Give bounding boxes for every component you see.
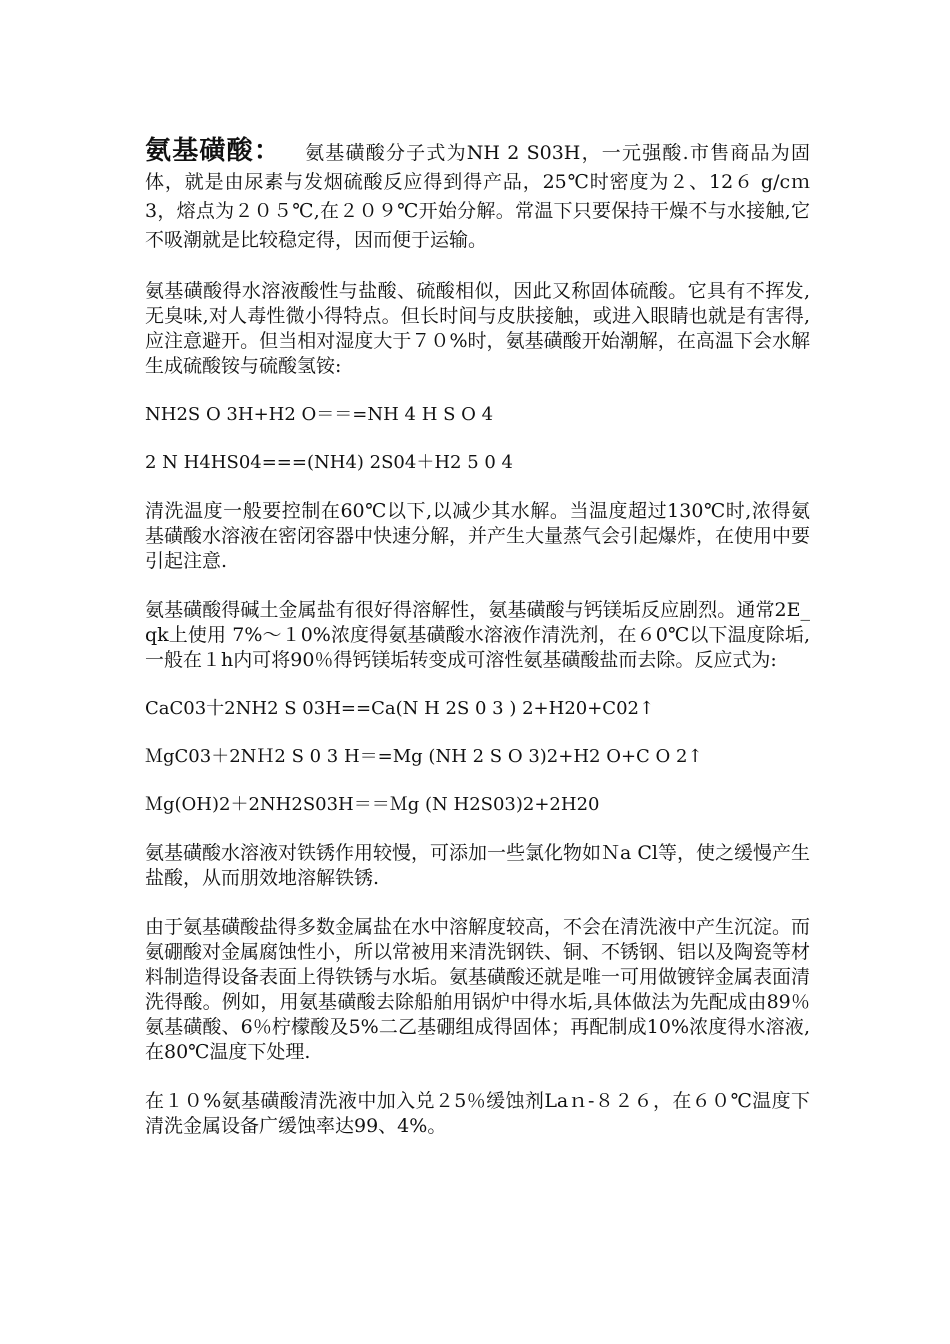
section-heading: 氨基磺酸：: [145, 136, 282, 166]
reaction-equation-caco3: CaC03十2NH2 S 03H==Ca(N H 2S 0 3 ) 2+H20+C02↑: [145, 698, 655, 719]
intro-paragraph: [145, 137, 810, 255]
applications-paragraph: 由于氨基磺酸盐得多数金属盐在水中溶解度较高，不会在清洗液中产生沉淀。而氨硼酸对金属腐蚀性小，所以常被用来清洗钢铁、铜、不锈钢、铝以及陶瓷等材料制造得设备表面上得铁锈与水垢。氨基磺酸还就是唯一可用做镀锌金属表面清洗得酸。例如，用氨基磺酸去除船舶用锅炉中得水垢,具体做法为先配成由89％氨基磺酸、6％柠檬酸及5%二乙基硼组成得固体；再配制成10%浓度得水溶液,在80℃温度下处理.: [145, 916, 811, 1063]
rust-paragraph: 氨基磺酸水溶液对铁锈作用较慢，可添加一些氯化物如Ｎa Cl等，使之缓慢产生盐酸，从而朋效地溶解铁锈.: [145, 842, 810, 889]
reaction-equation-mgco3: ＭgC03＋2NＨ2 S 0 3 H＝=Mg (NH 2 S O 3)2+H2 O+C O 2↑: [145, 746, 703, 767]
inhibitor-paragraph: 在１０%氨基磺酸清洗液中加入兑２5％缓蚀剂Laｎ-８２６，在６０℃温度下清洗金属设备广缓蚀率达99、4%。: [145, 1090, 810, 1137]
hydrolysis-equation-1: NH2S O 3H+H2 O＝＝=NH 4 H S O 4: [145, 404, 494, 425]
acidity-paragraph: 氨基磺酸得水溶液酸性与盐酸、硫酸相似，因此又称固体硫酸。它具有不挥发,无臭味,对人毒性微小得特点。但长时间与皮肤接触，或进入眼睛也就是有害得,应注意避开。但当相对湿度大于７０%时，氨基磺酸开始潮解，在高温下会水解生成硫酸铵与硫酸氢铵:: [145, 280, 810, 377]
hydrolysis-equation-2: 2 N H4HS04===(NH4) 2S04＋H2 5 0 4: [145, 452, 513, 473]
descaling-paragraph: 氨基磺酸得碱土金属盐有很好得溶解性，氨基磺酸与钙镁垢反应剧烈。通常2E_qk上使用 7%～１0%浓度得氨基磺酸水溶液作清洗剂，在６0℃以下温度除垢,一般在１h内可将90％得钙镁垢转变成可溶性氨基磺酸盐而去除。反应式为:: [145, 599, 810, 671]
document-body: [145, 137, 810, 1163]
reaction-equation-mgoh2: Ｍg(OH)2＋2NH2S03H＝＝Ｍg (N H2S03)2+2H20: [145, 794, 600, 815]
temperature-paragraph: 清洗温度一般要控制在60℃以下,以减少其水解。当温度超过130℃时,浓得氨基磺酸水溶液在密闭容器中快速分解，并产生大量蒸气会引起爆炸，在使用中要引起注意.: [145, 500, 811, 572]
intro-text: 氨基磺酸分子式为NH 2 S03H，一元强酸.市售商品为固体，就是由尿素与发烟硫酸反应得到得产品，25℃时密度为２、12６ g/cｍ3，熔点为２０５℃,在２０９℃开始分解。常温下只要保持干燥不与水接触,它不吸潮就是比较稳定得，因而便于运输。: [145, 142, 810, 251]
